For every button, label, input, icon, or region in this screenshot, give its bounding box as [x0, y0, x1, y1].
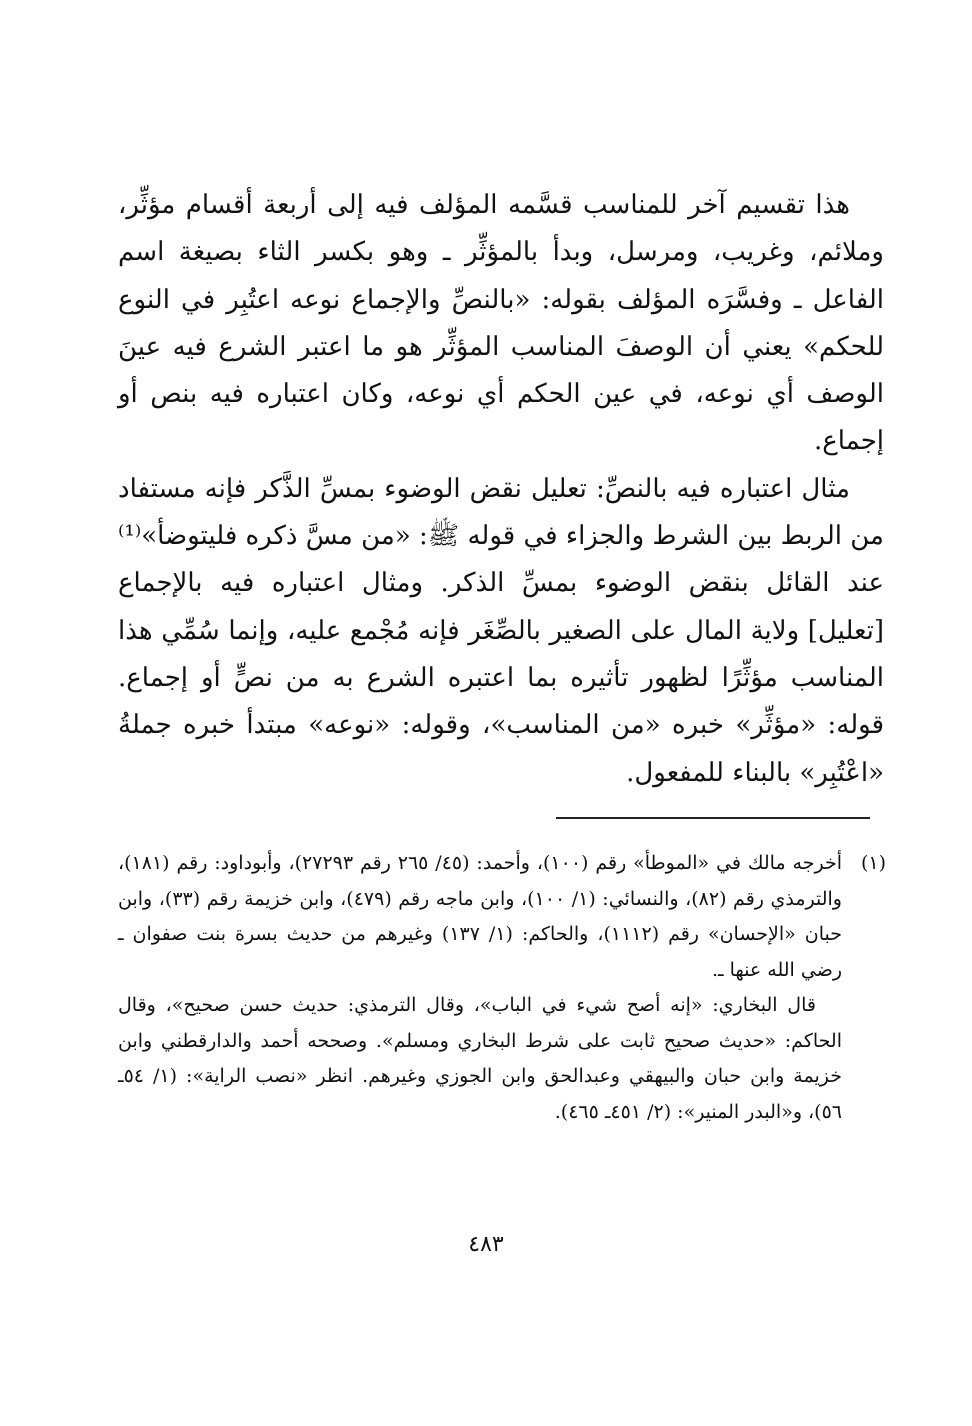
footnote-body: [118, 846, 842, 1130]
main-paragraph-1: هذا تقسيم آخر للمناسب قسَّمه المؤلف فيه إلى أربعة أقسام مؤثِّر، وملائم، وغريب، ومرسل، وبدأ بالمؤثِّر ـ وهو بكسر الثاء بصيغة اسم الفاعل ـ وفسَّرَه المؤلف بقوله: «بالنصِّ والإجماع نوعه اعتُبِر في النوع للحكم» يعني أن الوصفَ المناسب المؤثِّر هو ما اعتبر الشرع فيه عينَ الوصف أي نوعه، في عين الحكم أي نوعه، وكان اعتباره فيه بنص أو إجماع.: [118, 190, 884, 457]
footnote-paragraph-2: قال البخاري: «إنه أصح شيء في الباب»، وقال الترمذي: حديث حسن صحيح»، وقال الحاكم: «حديث صحيح ثابت على شرط البخاري ومسلم». وصححه أحمد والدارقطني وابن خزيمة وابن حبان والبيهقي وعبدالحق وابن الجوزي وغيرهم. انظر «نصب الراية»: (١/ ٥٤ـ ٥٦)، و«البدر المنير»: (٢/ ٤٥١ـ ٤٦٥).: [118, 994, 842, 1123]
footnote-item: [118, 846, 886, 1130]
page-number: ٤٨٣: [468, 1232, 504, 1257]
main-text-block: [118, 182, 884, 797]
footnote-paragraph-1: أخرجه مالك في «الموطأ» رقم (١٠٠)، وأحمد: (٤٥/ ٢٦٥ رقم ٢٧٢٩٣)، وأبوداود: رقم (١٨١)، والترمذي رقم (٨٢)، والنسائي: (١/ ١٠٠)، وابن ماجه رقم (٤٧٩)، وابن خزيمة رقم (٣٣)، وابن حبان «الإحسان» رقم (١١١٢)، والحاكم: (١/ ١٣٧) وغيرهم من حديث بسرة بنت صفوان ـ رضي الله عنها ـ.: [118, 852, 842, 981]
footnotes-block: [118, 846, 886, 1130]
footnote-number: (١): [860, 852, 886, 874]
main-paragraph-2: مثال اعتباره فيه بالنصِّ: تعليل نقض الوضوء بمسِّ الذَّكر فإنه مستفاد من الربط بين الشرط والجزاء في قوله ﷺ: «من مسَّ ذكره فليتوضأ»⁽¹⁾ عند القائل بنقض الوضوء بمسِّ الذكر. ومثال اعتباره فيه بالإجماع [تعليل] ولاية المال على الصغير بالصِّغَر فإنه مُجْمع عليه، وإنما سُمِّي هذا المناسب مؤثِّرًا لظهور تأثيره بما اعتبره الشرع به من نصٍّ أو إجماع. قوله: «مؤثِّر» خبره «من المناسب»، وقوله: «نوعه» مبتدأ خبره جملةُ «اعْتُبِر» بالبناء للمفعول.: [118, 473, 884, 788]
footnote-separator: [556, 817, 870, 819]
